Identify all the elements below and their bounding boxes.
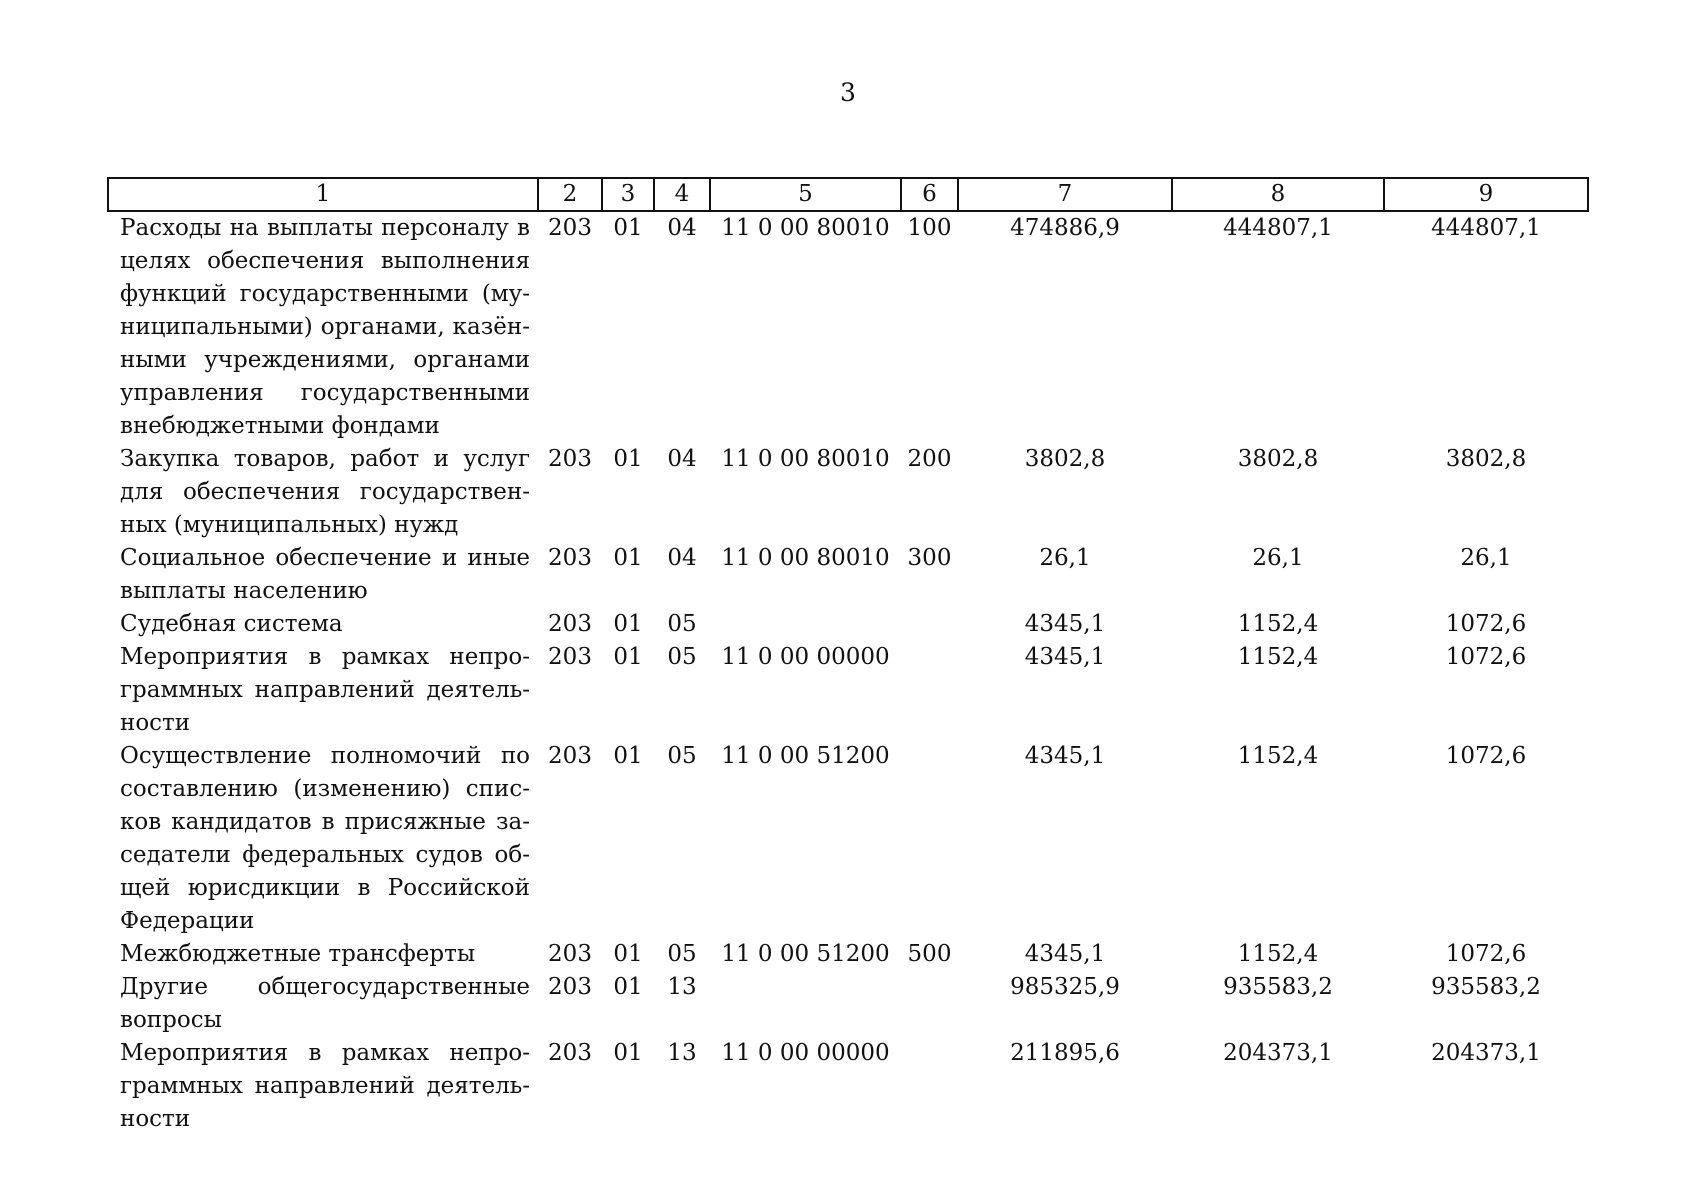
table-row — [108, 971, 1588, 1037]
cell-section: 01 — [613, 974, 643, 1000]
cell-amount-col7: 4345,1 — [1024, 743, 1106, 769]
cell-subsection: 13 — [667, 974, 697, 1000]
cell-amount-col8: 1152,4 — [1237, 611, 1319, 637]
cell-target-article — [710, 608, 901, 641]
table-row — [108, 740, 1588, 938]
cell-amount-col8: 204373,1 — [1223, 1040, 1333, 1066]
cell-amount-col7: 4345,1 — [1024, 644, 1106, 670]
cell-section: 01 — [613, 446, 643, 472]
cell-target-article: 11 0 00 80010 — [721, 545, 890, 571]
cell-amount-col8: 26,1 — [1252, 545, 1304, 571]
row-name: Мероприятия в рамках непрограммных направлений деятельности — [120, 1040, 530, 1132]
cell-amount-col8: 444807,1 — [1223, 215, 1333, 241]
cell-amount-col7: 474886,9 — [1010, 215, 1120, 241]
cell-amount-col7: 985325,9 — [1010, 974, 1120, 1000]
cell-subsection: 13 — [667, 1040, 697, 1066]
cell-chapter: 203 — [548, 215, 592, 241]
cell-expense-type: 100 — [907, 215, 952, 241]
column-header: 6 — [901, 178, 958, 211]
cell-chapter: 203 — [548, 644, 592, 670]
cell-amount-col7: 3802,8 — [1024, 446, 1106, 472]
table-row — [108, 608, 1588, 641]
row-name: Судебная система — [120, 611, 343, 637]
column-header: 1 — [108, 178, 538, 211]
column-header: 5 — [710, 178, 901, 211]
table-row — [108, 443, 1588, 542]
cell-expense-type — [901, 641, 958, 740]
cell-expense-type — [901, 608, 958, 641]
cell-chapter: 203 — [548, 611, 592, 637]
cell-expense-type: 500 — [907, 941, 952, 967]
cell-section: 01 — [613, 545, 643, 571]
row-name: Социальное обеспечение и иные выплаты населению — [120, 545, 530, 604]
cell-expense-type — [901, 971, 958, 1037]
cell-amount-col8: 935583,2 — [1223, 974, 1333, 1000]
cell-section: 01 — [613, 644, 643, 670]
cell-amount-col9: 3802,8 — [1445, 446, 1527, 472]
cell-amount-col9: 1072,6 — [1445, 644, 1527, 670]
cell-chapter: 203 — [548, 941, 592, 967]
cell-chapter: 203 — [548, 1040, 592, 1066]
cell-subsection: 05 — [667, 611, 697, 637]
cell-amount-col7: 4345,1 — [1024, 611, 1106, 637]
cell-subsection: 05 — [667, 743, 697, 769]
column-header: 4 — [654, 178, 710, 211]
cell-expense-type: 300 — [907, 545, 952, 571]
cell-expense-type: 200 — [907, 446, 952, 472]
cell-subsection: 04 — [667, 446, 697, 472]
table-row — [108, 542, 1588, 608]
cell-amount-col9: 1072,6 — [1445, 611, 1527, 637]
page-number: 3 — [840, 78, 856, 107]
cell-chapter: 203 — [548, 974, 592, 1000]
cell-amount-col9: 444807,1 — [1431, 215, 1541, 241]
cell-section: 01 — [613, 941, 643, 967]
cell-section: 01 — [613, 611, 643, 637]
row-name: Мероприятия в рамках непрограммных направлений деятельности — [120, 644, 530, 736]
cell-amount-col8: 3802,8 — [1237, 446, 1319, 472]
cell-amount-col8: 1152,4 — [1237, 644, 1319, 670]
table-row — [108, 1037, 1588, 1136]
cell-section: 01 — [613, 1040, 643, 1066]
cell-target-article: 11 0 00 00000 — [721, 644, 890, 670]
cell-subsection: 04 — [667, 545, 697, 571]
table-row — [108, 938, 1588, 971]
budget-table — [107, 177, 1589, 1136]
column-header: 9 — [1384, 178, 1588, 211]
cell-amount-col8: 1152,4 — [1237, 743, 1319, 769]
cell-subsection: 05 — [667, 644, 697, 670]
table-row — [108, 641, 1588, 740]
column-header: 7 — [958, 178, 1172, 211]
cell-amount-col9: 1072,6 — [1445, 941, 1527, 967]
row-name: Другие общегосударственные вопросы — [120, 974, 530, 1033]
cell-amount-col7: 211895,6 — [1010, 1040, 1120, 1066]
row-name: Закупка товаров, работ и услуг для обеспечения государственных (муниципальных) нужд — [120, 446, 530, 538]
cell-amount-col8: 1152,4 — [1237, 941, 1319, 967]
cell-amount-col9: 935583,2 — [1431, 974, 1541, 1000]
cell-target-article: 11 0 00 80010 — [721, 446, 890, 472]
cell-section: 01 — [613, 215, 643, 241]
cell-target-article: 11 0 00 80010 — [721, 215, 890, 241]
column-header: 8 — [1172, 178, 1384, 211]
cell-chapter: 203 — [548, 446, 592, 472]
cell-subsection: 05 — [667, 941, 697, 967]
cell-target-article — [710, 971, 901, 1037]
row-name: Расходы на выплаты персоналу в целях обеспечения выполнения функций государственными (муниципальными) органами, казёнными учреждениями, органами управления государственными внебюджетными фондами — [120, 215, 530, 439]
cell-chapter: 203 — [548, 545, 592, 571]
row-name: Межбюджетные трансферты — [120, 941, 476, 967]
cell-subsection: 04 — [667, 215, 697, 241]
table-header-row — [108, 178, 1588, 211]
cell-target-article: 11 0 00 00000 — [721, 1040, 890, 1066]
cell-amount-col9: 204373,1 — [1431, 1040, 1541, 1066]
cell-target-article: 11 0 00 51200 — [721, 743, 890, 769]
cell-amount-col7: 4345,1 — [1024, 941, 1106, 967]
cell-chapter: 203 — [548, 743, 592, 769]
column-header: 3 — [602, 178, 654, 211]
column-header: 2 — [538, 178, 602, 211]
cell-amount-col7: 26,1 — [1039, 545, 1091, 571]
cell-amount-col9: 1072,6 — [1445, 743, 1527, 769]
cell-expense-type — [901, 740, 958, 938]
cell-amount-col9: 26,1 — [1460, 545, 1512, 571]
table-row — [108, 211, 1588, 443]
cell-section: 01 — [613, 743, 643, 769]
cell-expense-type — [901, 1037, 958, 1136]
cell-target-article: 11 0 00 51200 — [721, 941, 890, 967]
row-name: Осуществление полномочий по составлению (изменению) списков кандидатов в присяжные заседатели федеральных судов общей юрисдикции в Российской Федерации — [120, 743, 530, 934]
